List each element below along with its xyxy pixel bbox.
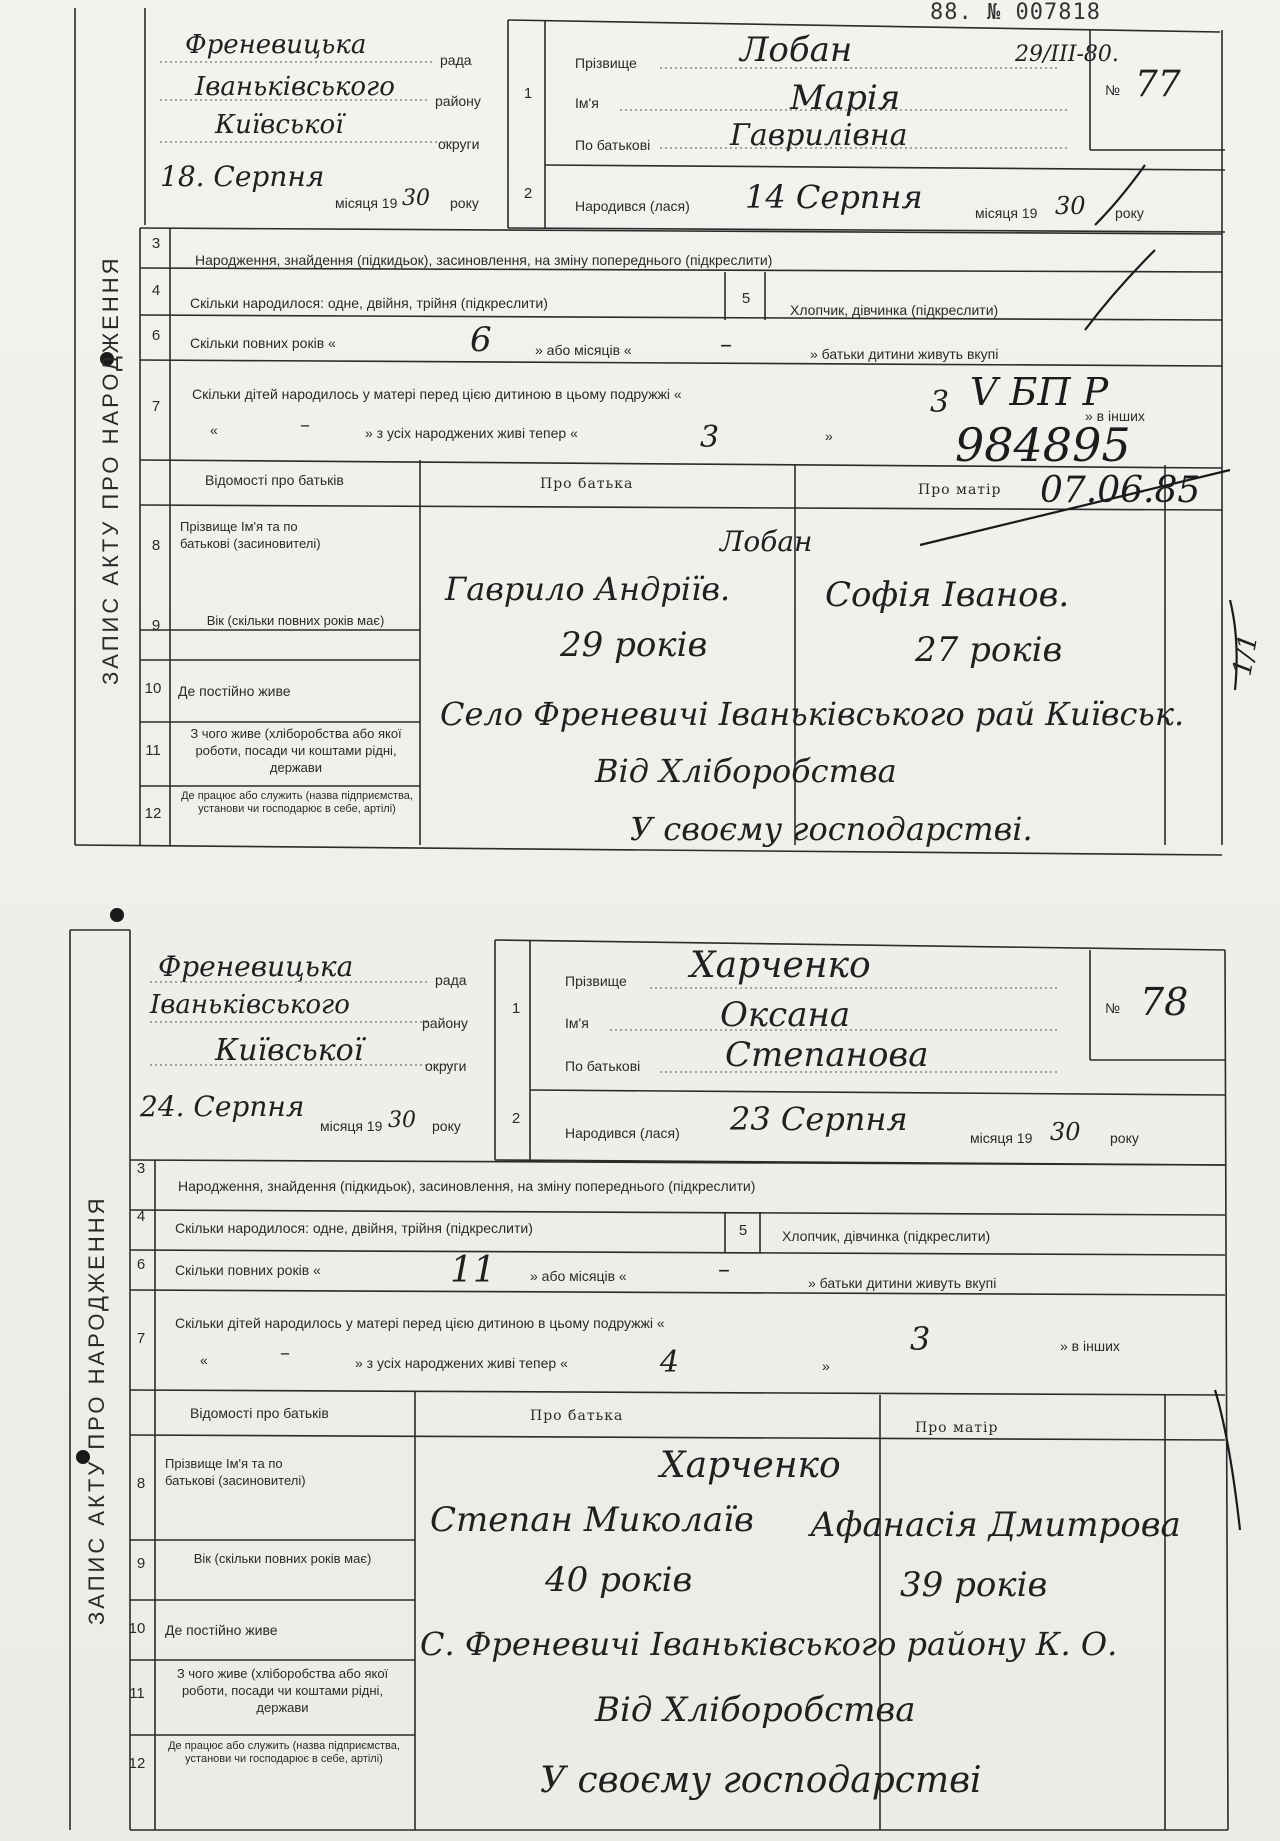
rada-label: рада <box>440 52 472 68</box>
born-year-label: року <box>1115 205 1144 221</box>
row11-label: З чого живе (хліборобства або якої роботи, посади чи коштами рідні, держави <box>176 1666 389 1715</box>
row7-alive: 3 <box>700 420 720 455</box>
okruha-value: Київської <box>215 110 344 140</box>
row6-years: 11 <box>450 1250 496 1291</box>
row-number: 9 <box>151 617 161 634</box>
row7-text-b: » в інших <box>1060 1338 1120 1354</box>
row-number: 4 <box>136 1208 146 1225</box>
mother-header: Про матір <box>915 1420 999 1436</box>
row7-text-d: » з усіх народжених живі тепер « <box>355 1355 568 1371</box>
side-title: ЗАПИС АКТУ ПРО НАРОДЖЕННЯ <box>98 255 123 685</box>
father-age: 29 років <box>560 625 708 665</box>
workplace: У своєму господарстві. <box>630 810 1033 848</box>
side-title: ЗАПИС АКТУ ПРО НАРОДЖЕННЯ <box>84 1195 109 1625</box>
row-number: 11 <box>145 742 161 759</box>
row-number: 5 <box>741 290 751 307</box>
year-label: року <box>450 195 479 211</box>
surname-value: Лобан <box>740 30 853 70</box>
born-label: Народився (лася) <box>565 1125 680 1141</box>
row7-children: 3 <box>930 385 950 420</box>
row6-text-b: » або місяців « <box>530 1268 627 1284</box>
rayon-value: Іваньківського <box>195 72 395 102</box>
row-number: 8 <box>151 537 161 554</box>
row9-label: Вік (скільки повних років має) <box>206 613 385 628</box>
row6-text-c: » батьки дитини живуть вкупі <box>810 346 999 362</box>
residence: Село Френевичі Іваньківського рай Київськ. <box>440 695 1185 733</box>
registration-year: 30 <box>402 186 430 211</box>
archive-number: 88. № 007818 <box>930 0 1101 25</box>
surname-label: Прізвище <box>575 55 637 71</box>
row6-text-b: » або місяців « <box>535 342 632 358</box>
name-label: Ім'я <box>575 95 599 111</box>
mother-name: Афанасія Дмитрова <box>810 1505 1181 1545</box>
rayon-label: району <box>422 1015 468 1031</box>
row6-years: 6 <box>470 320 492 360</box>
registration-year: 30 <box>388 1108 416 1133</box>
okruha-value: Київської <box>215 1033 364 1068</box>
born-date: 14 Серпня <box>745 178 923 216</box>
row6-text-a: Скільки повних років « <box>190 335 336 351</box>
row-number: 12 <box>144 805 162 822</box>
surname-label: Прізвище <box>565 973 627 989</box>
income-source: Від Хліборобства <box>595 752 897 790</box>
row-number: 1 <box>511 1000 521 1017</box>
name-value: Марія <box>790 78 901 118</box>
row8-label: Прізвище Ім'я та по батькові (засиновителі) <box>165 1456 306 1488</box>
surname-value: Харченко <box>690 945 871 986</box>
row3-text: Народження, знайдення (підкидьок), засиновлення, на зміну попереднього (підкреслити) <box>178 1178 756 1194</box>
rada-value: Френевицька <box>158 950 354 983</box>
row7-other: – <box>300 412 310 436</box>
row9-label: Вік (скільки повних років має) <box>193 1551 372 1566</box>
year-label: року <box>432 1118 461 1134</box>
row-number: 2 <box>523 185 533 202</box>
record-number: 77 <box>1135 64 1181 105</box>
row7-text-e: » <box>822 1358 830 1374</box>
father-header: Про батька <box>530 1408 624 1424</box>
row7-text-d: » з усіх народжених живі тепер « <box>365 425 578 441</box>
born-year: 30 <box>1050 1118 1081 1146</box>
okruha-label: округи <box>425 1058 467 1074</box>
stamp-date: 07.06.85 <box>1040 470 1201 511</box>
row7-text-b: » в інших <box>1085 408 1145 424</box>
born-year-label: року <box>1110 1130 1139 1146</box>
record-number: 78 <box>1140 980 1189 1024</box>
row5-text: Хлопчик, дівчинка (підкреслити) <box>782 1228 991 1244</box>
parents-header: Відомості про батьків <box>205 472 344 488</box>
born-label: Народився (лася) <box>575 198 690 214</box>
row7-text-a: Скільки дітей народилось у матері перед цією дитиною в цьому подружжі « <box>175 1315 665 1331</box>
income-source: Від Хліборобства <box>595 1690 916 1730</box>
record-number-label: № <box>1105 1000 1121 1016</box>
row-number: 9 <box>136 1555 146 1572</box>
month-label: місяця 19 <box>335 195 398 211</box>
father-name: Гаврило Андріїв. <box>445 570 731 608</box>
row-number: 10 <box>128 1620 146 1637</box>
row7-text-c: « <box>210 422 218 438</box>
row-number: 11 <box>129 1685 145 1702</box>
row7-text-a: Скільки дітей народилось у матері перед цією дитиною в цьому подружжі « <box>192 386 682 402</box>
patronymic-label: По батькові <box>575 137 651 153</box>
rada-label: рада <box>435 972 467 988</box>
patronymic-label: По батькові <box>565 1058 641 1074</box>
row-number: 3 <box>136 1160 146 1177</box>
father-age: 40 років <box>545 1560 693 1600</box>
row7-children: 3 <box>910 1320 931 1358</box>
row7-alive: 4 <box>660 1345 680 1380</box>
okruha-label: округи <box>438 136 480 152</box>
residence: С. Френевичі Іваньківського району К. О. <box>420 1625 1118 1663</box>
row7-text-e: » <box>825 428 833 444</box>
row10-label: Де постійно живе <box>165 1622 278 1638</box>
row6-text-a: Скільки повних років « <box>175 1262 321 1278</box>
registration-date: 24. Серпня <box>140 1090 305 1123</box>
mother-name: Софія Іванов. <box>825 575 1070 615</box>
month-label: місяця 19 <box>320 1118 383 1134</box>
born-month-label: місяця 19 <box>970 1130 1033 1146</box>
stamp-code: V БП Р <box>970 370 1109 414</box>
rayon-label: району <box>435 93 481 109</box>
mother-age: 39 років <box>900 1565 1048 1605</box>
born-date: 23 Серпня <box>730 1100 908 1138</box>
margin-mark: 1/1 <box>1227 631 1265 679</box>
rada-value: Френевицька <box>185 30 367 60</box>
row-number: 10 <box>144 680 162 697</box>
mother-age: 27 років <box>915 630 1063 670</box>
row6-months: – <box>720 330 732 358</box>
patronymic-value: Гаврилівна <box>730 118 908 153</box>
row-number: 3 <box>151 235 161 252</box>
father-header: Про батька <box>540 476 634 492</box>
row10-label: Де постійно живе <box>178 683 291 699</box>
father-name: Степан Миколаїв <box>430 1500 754 1540</box>
row-number: 4 <box>151 282 161 299</box>
row11-label: З чого живе (хліборобства або якої роботи, посади чи коштами рідні, держави <box>190 726 402 775</box>
row-number: 8 <box>136 1475 146 1492</box>
rayon-value: Іваньківського <box>150 990 350 1020</box>
row8-label: Прізвище Ім'я та по батькові (засиновителі) <box>180 519 321 551</box>
row-number: 6 <box>136 1256 146 1273</box>
row-number: 12 <box>128 1755 146 1772</box>
row5-text: Хлопчик, дівчинка (підкреслити) <box>790 302 999 318</box>
stamp-number: 984895 <box>955 418 1131 472</box>
row-number: 6 <box>151 327 161 344</box>
workplace: У своєму господарстві <box>540 1760 982 1801</box>
row12-label: Де працює або служить (назва підприємства, установи чи господарює в себе, артілі) <box>181 790 413 815</box>
row4-text: Скільки народилося: одне, двійня, трійня (підкреслити) <box>175 1220 533 1236</box>
row-number: 7 <box>151 398 161 415</box>
record-number-label: № <box>1105 82 1121 98</box>
row7-other: – <box>280 1340 290 1364</box>
name-label: Ім'я <box>565 1015 589 1031</box>
row3-text: Народження, знайдення (підкидьок), засиновлення, на зміну попереднього (підкреслити) <box>195 252 773 268</box>
row-number: 5 <box>738 1222 748 1239</box>
row4-text: Скільки народилося: одне, двійня, трійня (підкреслити) <box>190 295 548 311</box>
born-year: 30 <box>1055 192 1086 220</box>
father-surname: Харченко <box>660 1445 841 1486</box>
row-number: 2 <box>511 1110 521 1127</box>
patronymic-value: Степанова <box>725 1035 929 1075</box>
registration-date: 18. Серпня <box>160 160 325 193</box>
corner-date: 29/III-80. <box>1015 42 1119 67</box>
row6-text-c: » батьки дитини живуть вкупі <box>808 1275 997 1291</box>
row-number: 1 <box>523 85 533 102</box>
born-month-label: місяця 19 <box>975 205 1038 221</box>
row6-months: – <box>718 1255 730 1283</box>
parents-header: Відомості про батьків <box>190 1405 329 1421</box>
row-number: 7 <box>136 1330 146 1347</box>
father-surname: Лобан <box>720 525 813 558</box>
row12-label: Де працює або служить (назва підприємства, установи чи господарює в себе, артілі) <box>168 1740 400 1765</box>
mother-header: Про матір <box>918 482 1002 498</box>
row7-text-c: « <box>200 1352 208 1368</box>
name-value: Оксана <box>720 995 851 1035</box>
